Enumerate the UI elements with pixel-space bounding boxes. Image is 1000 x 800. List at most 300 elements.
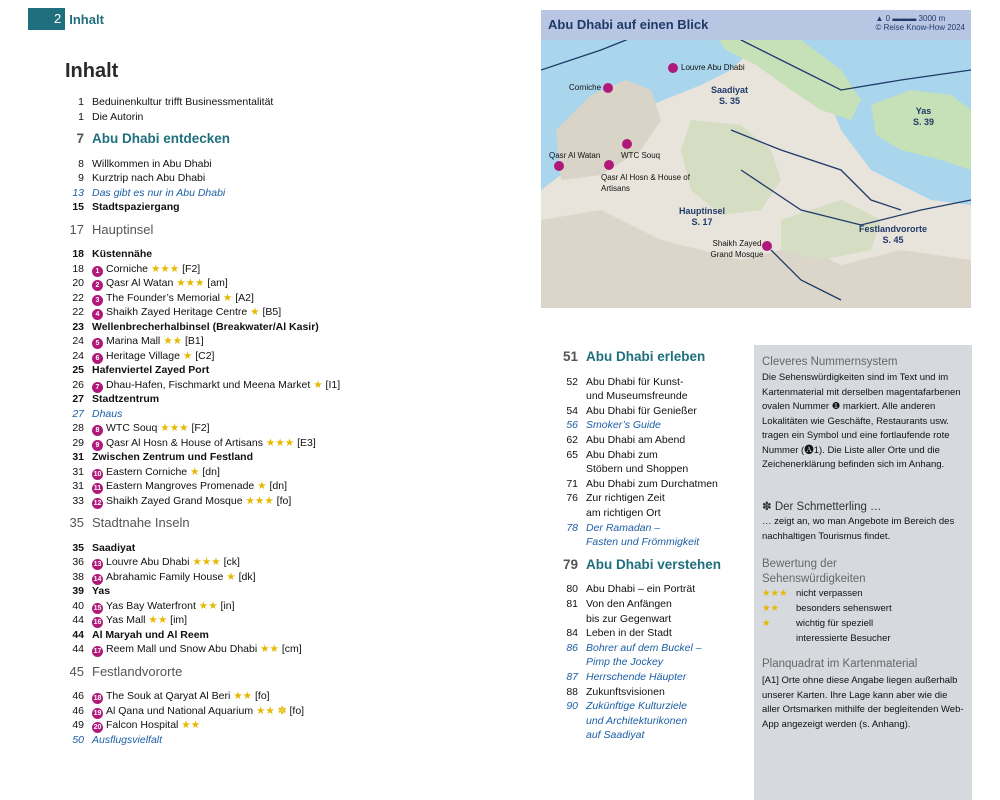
toc-text-wrap [586, 477, 776, 492]
map-header [541, 10, 971, 40]
toc-text-wrap [586, 375, 776, 390]
toc-text-wrap [586, 685, 776, 700]
toc-title: Abu Dhabi für Kunst- [586, 375, 684, 388]
toc-text-wrap [586, 655, 776, 670]
toc-page-number: 27 [72, 393, 84, 405]
toc-text-wrap [92, 186, 392, 201]
toc-page-number: 35 [72, 541, 84, 554]
grid-reference: [I1] [325, 378, 341, 391]
toc-title: auf Saadiyat [586, 729, 645, 742]
map-label-hauptinsel: Hauptinsel S. 17 [679, 206, 726, 227]
toc-entry[interactable] [550, 714, 776, 729]
toc-text-wrap [92, 157, 392, 172]
page-badge [28, 8, 104, 30]
grid-reference: [ck] [223, 556, 240, 568]
map-place-qasr-al-hosn: Qasr Al Hosn & House of Artisans [601, 173, 690, 193]
sight-number-badge: 18 [93, 695, 102, 702]
toc-entry[interactable] [56, 733, 392, 748]
toc-text-wrap [92, 349, 392, 364]
rating-stars: ★★ [233, 690, 253, 702]
sight-number-badge: 2 [92, 280, 103, 291]
toc-text-wrap [92, 334, 392, 349]
toc-entry[interactable] [56, 541, 392, 556]
toc-text-wrap [92, 450, 392, 465]
toc-text-wrap [92, 704, 392, 719]
toc-title: und Architekturikonen [586, 714, 688, 727]
toc-text-wrap [586, 404, 776, 419]
toc-entry[interactable] [550, 612, 776, 627]
toc-title: Al Maryah und Al Reem [92, 628, 209, 641]
rating-stars: ★★ [163, 335, 183, 347]
toc-entry[interactable] [550, 670, 776, 685]
toc-entry[interactable] [56, 223, 392, 238]
toc-text-wrap [92, 200, 392, 215]
toc-entry[interactable] [56, 392, 392, 407]
toc-title: Die Autorin [92, 110, 144, 123]
toc-text-wrap [92, 599, 392, 614]
toc-title: Abu Dhabi erleben [586, 349, 706, 364]
toc-entry[interactable] [56, 465, 392, 480]
toc-entry[interactable] [550, 491, 776, 506]
rating-stars: ★ [257, 480, 267, 492]
page-label: Inhalt [69, 11, 104, 27]
toc-page-number: 9 [78, 172, 84, 184]
toc-entry[interactable] [56, 584, 392, 599]
info-sidebox [754, 345, 972, 800]
toc-title: Hafenviertel Zayed Port [92, 364, 210, 376]
toc-title: und Museumsfreunde [586, 390, 688, 403]
sidebox-heading-numbers: Cleveres Nummernsystem [762, 356, 898, 368]
toc-title: Stadtnahe Inseln [92, 515, 190, 530]
toc-text-wrap [92, 171, 392, 186]
toc-text-wrap [92, 665, 392, 680]
toc-title: Abu Dhabi zum Durchatmen [586, 477, 718, 490]
grid-reference: [dn] [202, 465, 220, 478]
toc-entry[interactable] [550, 462, 776, 477]
rating-stars: ★★★ [176, 277, 205, 289]
toc-entry[interactable] [56, 363, 392, 378]
toc-title: Hauptinsel [92, 221, 154, 237]
toc-entry[interactable] [56, 349, 392, 364]
sight-number-badge: 11 [93, 485, 102, 492]
rating-stars: ★★★ [245, 494, 274, 507]
toc-entry[interactable] [550, 699, 776, 714]
map-label-yas: Yas S. 39 [913, 106, 935, 127]
toc-text-wrap [92, 689, 392, 704]
sight-number-badge: 12 [93, 499, 102, 507]
toc-text-wrap [586, 350, 776, 365]
toc-page-number: 22 [72, 306, 84, 318]
toc-page-number: 25 [72, 364, 84, 376]
toc-page-number: 46 [72, 690, 84, 702]
toc-page-number: 78 [566, 521, 578, 534]
toc-text-wrap [92, 378, 392, 393]
rating-stars: ★ [182, 349, 193, 362]
toc-entry[interactable] [550, 404, 776, 419]
toc-entry[interactable] [56, 305, 392, 320]
toc-page-number: 13 [72, 186, 84, 199]
toc-page-number: 51 [562, 349, 578, 364]
toc-entry[interactable] [56, 570, 392, 585]
toc-entry[interactable] [56, 276, 392, 291]
toc-text-wrap [586, 558, 776, 573]
grid-reference: [F2] [191, 422, 210, 434]
toc-page-number: 44 [72, 628, 84, 641]
toc-entry[interactable] [56, 320, 392, 335]
toc-page-number: 52 [566, 375, 578, 388]
toc-title: Yas Mall [106, 614, 146, 626]
toc-entry[interactable] [56, 479, 392, 494]
toc-title: Abu Dhabi für Genießer [586, 404, 697, 417]
rating-stars-3 [762, 587, 788, 602]
toc-title: Reem Mall und Snow Abu Dhabi [106, 643, 258, 655]
toc-entry[interactable] [550, 418, 776, 433]
toc-page-number: 81 [566, 598, 578, 610]
toc-text-wrap [92, 247, 392, 262]
map-place-qasr-al-watan: Qasr Al Watan [549, 151, 601, 160]
rating-stars: ★ [226, 570, 236, 583]
toc-text-wrap [92, 494, 392, 509]
toc-page-number: 8 [78, 157, 84, 170]
toc-text-wrap [586, 728, 776, 743]
toc-title: Von den Anfängen [586, 598, 672, 610]
toc-page-number: 76 [566, 492, 578, 505]
toc-entry[interactable] [56, 291, 392, 306]
rating-stars: ★ [313, 378, 323, 391]
toc-text-wrap [92, 392, 392, 407]
toc-entry[interactable] [56, 516, 392, 531]
toc-title: Herrschende Häupter [586, 671, 687, 683]
toc-page-number [550, 535, 586, 550]
toc-page-number: 50 [72, 733, 84, 746]
toc-page-number [550, 612, 586, 627]
toc-title: Abrahamic Family House [106, 570, 224, 583]
sight-number-badge: 19 [93, 709, 102, 717]
toc-page-number: 28 [72, 422, 84, 434]
toc-text-wrap [586, 597, 776, 612]
toc-page-number [550, 506, 586, 521]
toc-entry[interactable] [550, 506, 776, 521]
toc-entry[interactable] [550, 535, 776, 550]
rating-stars: ★★★ [150, 262, 180, 275]
toc-text-wrap [92, 570, 392, 585]
scale-text: 0 ▬▬▬ 3000 m [885, 14, 946, 23]
toc-entry[interactable] [550, 448, 776, 463]
toc-title: Louvre Abu Dhabi [106, 556, 190, 568]
toc-title: Qasr Al Watan [106, 277, 174, 289]
toc-page-number: 88 [566, 685, 578, 698]
toc-page-number: 79 [562, 556, 578, 572]
grid-reference: [dk] [238, 570, 256, 583]
toc-entry[interactable] [56, 132, 392, 147]
toc-page-number: 24 [72, 335, 84, 347]
toc-page-number: 36 [72, 556, 84, 568]
toc-entry[interactable] [550, 728, 776, 743]
rating-stars: ★ [222, 291, 233, 304]
page-title: Inhalt [65, 60, 119, 82]
toc-entry[interactable] [56, 436, 392, 451]
grid-reference: [im] [170, 614, 188, 626]
stars-1: ★ [762, 618, 771, 629]
toc-page-number: 31 [72, 480, 84, 492]
toc-page-number: 29 [72, 436, 84, 449]
toc-page-number: 31 [72, 465, 84, 478]
grid-reference: [B5] [262, 306, 282, 318]
rating-stars: ★★ [260, 643, 279, 655]
toc-entry[interactable] [550, 433, 776, 448]
toc-title: Saadiyat [92, 541, 136, 554]
toc-page-number: 86 [566, 641, 578, 654]
toc-entry[interactable] [56, 157, 392, 172]
rating-stars: ★★ ✽ [256, 704, 287, 717]
grid-reference: [F2] [182, 262, 201, 275]
sidebox-text-numbers: Die Sehenswürdigkeiten sind im Text und im Kartenmaterial mit derselben magentafarbenen ovalen Nummer ❶ markiert. Alle anderen Lokalitäten wie Geschäfte, Restaurants usw. tragen ein Symbol und eine fortlaufende rote Nummer (🅐1). Die Liste aller Orte und die Zeichenerklärung befinden sich im Anhang. [762, 372, 961, 470]
toc-title: Shaikh Zayed Grand Mosque [106, 494, 243, 507]
grid-reference: [B1] [184, 335, 204, 347]
map-label-festlandvororte: Festlandvororte S. 45 [859, 224, 928, 245]
toc-title: Zur richtigen Zeit [586, 492, 665, 505]
sight-number-badge: 7 [92, 382, 103, 393]
toc-page-number: 40 [72, 599, 84, 612]
toc-entry[interactable] [56, 186, 392, 201]
toc-title: Zukünftige Kulturziele [586, 700, 687, 713]
toc-page-number: 27 [72, 407, 84, 420]
toc-text-wrap [586, 462, 776, 477]
toc-entry[interactable] [56, 628, 392, 643]
map-label-saadiyat: Saadiyat S. 35 [711, 85, 749, 106]
grid-reference: [am] [207, 277, 228, 289]
toc-title: Das gibt es nur in Abu Dhabi [92, 186, 226, 199]
toc-entry[interactable] [56, 450, 392, 465]
toc-entry[interactable] [550, 521, 776, 536]
toc-title: Dhaus [92, 407, 123, 420]
toc-text-wrap [586, 418, 776, 433]
toc-page-number: 20 [72, 277, 84, 289]
toc-title: Festlandvororte [92, 663, 183, 679]
toc-text-wrap [92, 421, 392, 436]
grid-reference: [C2] [195, 349, 215, 362]
toc-entry[interactable] [56, 494, 392, 509]
map-scale [876, 14, 966, 32]
toc-entry[interactable] [56, 95, 392, 110]
sight-number-badge: 9 [92, 440, 103, 451]
toc-title: bis zur Gegenwart [586, 612, 672, 625]
toc-page-number: 56 [566, 419, 578, 432]
toc-page-number: 62 [566, 434, 578, 446]
rating-label-2: besonders sehenswert [796, 603, 892, 614]
compass-icon: ▲ [875, 14, 884, 23]
rating-stars: ★ [190, 465, 200, 478]
toc-title: Heritage Village [106, 349, 180, 362]
toc-title: Abu Dhabi entdecken [92, 131, 231, 146]
toc-text-wrap [586, 491, 776, 506]
toc-title: The Souk at Qaryat Al Beri [106, 690, 231, 702]
toc-title: Stadtspaziergang [92, 201, 180, 213]
sight-number-badge: 6 [92, 353, 103, 364]
sidebox-text-butterfly: … zeigt an, wo man Angebote im Bereich des nachhaltigen Tourismus findet. [762, 516, 955, 542]
grid-reference: [E3] [297, 436, 316, 449]
toc-title: Bohrer auf dem Buckel – [586, 641, 702, 654]
toc-entry[interactable] [56, 262, 392, 277]
toc-page-number: 49 [72, 719, 84, 731]
toc-text-wrap [92, 110, 392, 125]
grid-reference: [fo] [289, 704, 305, 717]
grid-reference: [A2] [235, 291, 254, 304]
toc-title: Wellenbrecherhalbinsel (Breakwater/Al Kasir) [92, 320, 319, 333]
toc-title: Eastern Corniche [106, 465, 188, 478]
grid-reference: [in] [220, 599, 235, 612]
toc-title: Marina Mall [106, 335, 161, 347]
toc-title: Willkommen in Abu Dhabi [92, 157, 212, 170]
toc-page-number [550, 655, 586, 670]
toc-entry[interactable] [56, 247, 392, 262]
toc-page-number: 17 [69, 221, 84, 237]
toc-text-wrap [586, 582, 776, 597]
toc-text-wrap [92, 320, 392, 335]
toc-title: The Founder’s Memorial [106, 291, 220, 304]
toc-page-number: 65 [566, 448, 578, 461]
toc-entry[interactable] [56, 718, 392, 733]
toc-title: Pimp the Jockey [586, 656, 664, 669]
sight-number-badge: 4 [92, 309, 103, 320]
toc-page-number: 22 [72, 291, 84, 304]
toc-title: Zwischen Zentrum und Festland [92, 451, 254, 463]
toc-entry[interactable] [550, 477, 776, 492]
toc-entry[interactable] [56, 613, 392, 628]
toc-page-number: 1 [78, 110, 84, 123]
sight-number-badge: 5 [92, 338, 103, 349]
sight-number-badge: 8 [92, 425, 103, 436]
toc-entry[interactable] [550, 626, 776, 641]
sight-number-badge: 1 [92, 266, 103, 277]
toc-entry[interactable] [550, 350, 776, 365]
toc-text-wrap [92, 516, 392, 531]
toc-page-number [550, 462, 586, 477]
toc-page-number: 35 [69, 515, 84, 530]
toc-text-wrap [92, 628, 392, 643]
toc-title: Küstennähe [92, 248, 153, 260]
toc-text-wrap [92, 733, 392, 748]
toc-text-wrap [92, 291, 392, 306]
toc-entry[interactable] [56, 110, 392, 125]
sidebox-text-grid: [A1] Orte ohne diese Angabe liegen außerhalb unserer Karten. Ihre Lage kann aber wie die aller Ortsmarken mithilfe der begleitenden Web-App angezeigt werden (s. Anhang). [762, 675, 964, 730]
toc-entry[interactable] [56, 642, 392, 657]
toc-entry[interactable] [550, 641, 776, 656]
toc-title: Fasten und Frömmigkeit [586, 536, 700, 549]
toc-title: Beduinenkultur trifft Businessmentalität [92, 96, 274, 108]
toc-text-wrap [586, 670, 776, 685]
toc-text-wrap [92, 479, 392, 494]
toc-title: Stadtzentrum [92, 393, 160, 405]
toc-page-number [550, 714, 586, 729]
toc-entry[interactable] [550, 558, 776, 573]
toc-text-wrap [586, 641, 776, 656]
toc-text-wrap [586, 389, 776, 404]
sight-number-badge: 13 [93, 561, 102, 568]
rating-stars: ★★ [181, 719, 201, 731]
toc-title: Zukunftsvisionen [586, 685, 665, 698]
toc-text-wrap [92, 465, 392, 480]
toc-entry[interactable] [56, 599, 392, 614]
toc-page-number: 33 [72, 494, 84, 507]
toc-text-wrap [92, 132, 392, 147]
toc-page-number: 44 [72, 614, 84, 626]
toc-text-wrap [92, 584, 392, 599]
toc-page-number: 84 [566, 627, 578, 640]
toc-title: Shaikh Zayed Heritage Centre [106, 306, 248, 318]
toc-title: Yas [92, 585, 111, 597]
toc-entry[interactable] [56, 334, 392, 349]
toc-entry[interactable] [56, 171, 392, 186]
toc-entry[interactable] [56, 421, 392, 436]
toc-text-wrap [586, 714, 776, 729]
map-title: Abu Dhabi auf einen Blick [548, 17, 709, 32]
toc-title: Dhau-Hafen, Fischmarkt und Meena Market [106, 378, 311, 391]
toc-title: Smoker’s Guide [586, 419, 661, 432]
toc-text-wrap [92, 363, 392, 378]
sight-number-badge: 10 [93, 470, 102, 478]
toc-page-number: 87 [566, 671, 578, 683]
toc-entry[interactable] [56, 665, 392, 680]
sight-number-badge: 16 [93, 619, 102, 626]
sight-number-badge: 15 [93, 604, 102, 612]
toc-title: Der Ramadan – [586, 521, 661, 534]
sight-number-badge: 20 [93, 724, 102, 731]
toc-title: Corniche [106, 262, 149, 275]
toc-text-wrap [92, 407, 392, 422]
toc-title: Leben in der Stadt [586, 627, 672, 640]
toc-page-number: 7 [76, 131, 84, 146]
toc-entry[interactable] [56, 555, 392, 570]
toc-text-wrap [586, 433, 776, 448]
toc-entry[interactable] [550, 582, 776, 597]
toc-text-wrap [92, 613, 392, 628]
toc-entry[interactable] [56, 704, 392, 719]
grid-reference: [fo] [276, 494, 292, 507]
grid-reference: [fo] [254, 690, 270, 702]
toc-page-number: 18 [72, 248, 84, 260]
toc-page-number: 26 [72, 378, 84, 391]
toc-entry[interactable] [56, 200, 392, 215]
toc-entry[interactable] [550, 655, 776, 670]
toc-entry[interactable] [550, 389, 776, 404]
sight-number-badge: 14 [93, 575, 102, 583]
toc-page-number: 23 [72, 320, 84, 333]
toc-text-wrap [92, 223, 392, 238]
toc-text-wrap [92, 436, 392, 451]
rating-stars: ★★★ [265, 436, 295, 449]
toc-page-number: 90 [566, 700, 578, 713]
rating-stars: ★★★ [192, 556, 221, 568]
toc-page-number: 80 [566, 583, 578, 596]
toc-entry[interactable] [550, 685, 776, 700]
toc-entry[interactable] [550, 375, 776, 390]
toc-text-wrap [586, 506, 776, 521]
rating-stars: ★★★ [160, 422, 189, 434]
toc-entry[interactable] [550, 597, 776, 612]
toc-text-wrap [92, 95, 392, 110]
toc-entry[interactable] [56, 378, 392, 393]
toc-text-wrap [92, 305, 392, 320]
toc-title: Ausflugsvielfalt [92, 733, 163, 746]
toc-entry[interactable] [56, 689, 392, 704]
toc-title: Qasr Al Hosn & House of Artisans [106, 436, 263, 449]
overview-map [541, 10, 971, 308]
toc-title: Yas Bay Waterfront [106, 599, 196, 612]
toc-entry[interactable] [56, 407, 392, 422]
rating-label-3: nicht verpassen [796, 588, 863, 599]
rating-stars: ★ [250, 306, 260, 318]
